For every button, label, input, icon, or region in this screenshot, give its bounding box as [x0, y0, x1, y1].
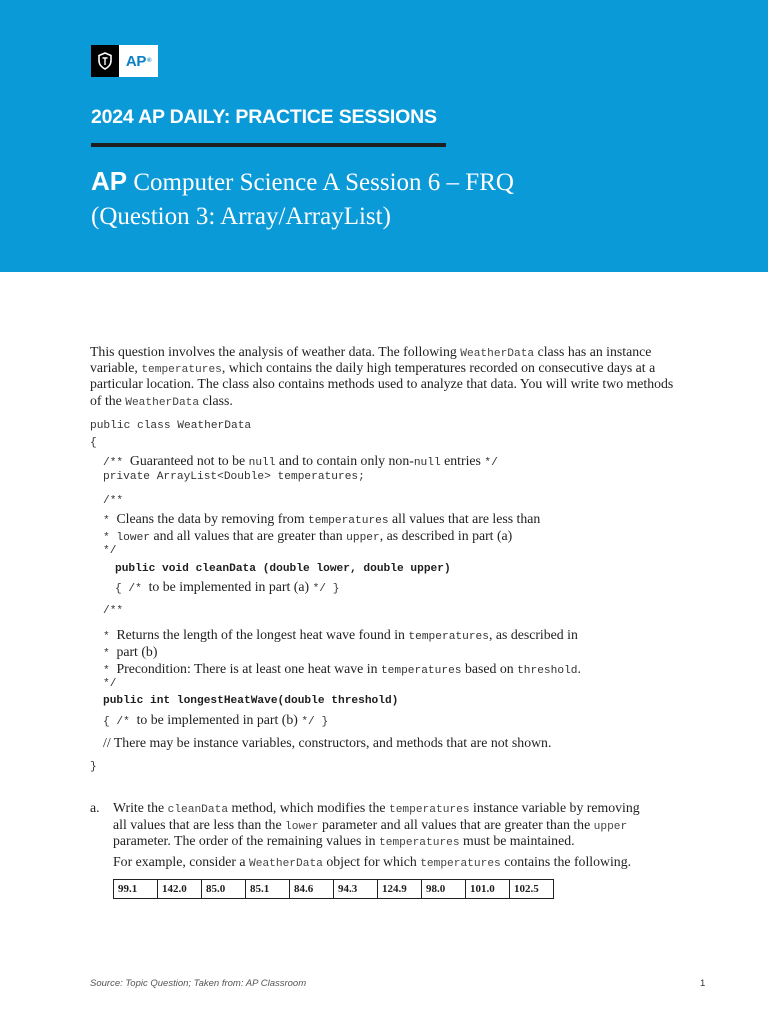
part-a-text: parameter. The order of the remaining values in temperatures must be maintained.: [113, 833, 575, 849]
longest-heat-wave-signature: public int longestHeatWave(double threshold): [103, 695, 399, 707]
series-title: 2024 AP DAILY: PRACTICE SESSIONS: [91, 106, 437, 128]
table-cell: 98.0: [422, 880, 466, 899]
logo-wordmark: AP ®: [119, 45, 158, 77]
class-declaration: public class WeatherData: [90, 420, 252, 432]
doc-comment-close: */: [103, 545, 117, 557]
table-cell: 85.0: [202, 880, 246, 899]
logo-text: AP: [125, 52, 147, 70]
part-a-label: a.: [90, 800, 100, 815]
table-cell: 124.9: [378, 880, 422, 899]
part-a-text: all values that are less than the lower parameter and all values that are greater than the upper: [113, 817, 628, 833]
doc-comment-line: * lower and all values that are greater than upper, as described in part (a): [103, 528, 513, 544]
part-a-text: Write the cleanData method, which modifies the temperatures instance variable by removing: [113, 800, 640, 816]
shield-icon: [91, 45, 119, 77]
intro-code: WeatherData: [125, 397, 200, 409]
title-prefix: AP: [91, 166, 128, 196]
title-rule: [91, 143, 446, 147]
table-cell: 101.0: [466, 880, 510, 899]
intro-text: , which contains the daily high temperatures recorded on consecutive days at a: [221, 360, 656, 375]
field-declaration: private ArrayList<Double> temperatures;: [103, 471, 365, 483]
doc-comment-open: /**: [103, 605, 124, 617]
intro-text: particular location. The class also contains methods used to analyze that data. You will write two methods: [90, 376, 674, 391]
intro-code: temperatures: [141, 364, 222, 376]
doc-comment-line: * Precondition: There is at least one heat wave in temperatures based on threshold.: [103, 661, 581, 677]
intro-text: of the: [90, 393, 126, 408]
doc-comment-open: /**: [103, 495, 124, 507]
doc-comment-line: * part (b): [103, 644, 158, 660]
header-banner: [0, 0, 768, 272]
doc-comment-line: * Returns the length of the longest heat wave found in temperatures, as described in: [103, 627, 578, 643]
trailing-comment: // There may be instance variables, constructors, and methods that are not shown.: [103, 735, 552, 750]
session-title: [91, 164, 514, 234]
doc-comment-line: * Cleans the data by removing from temperatures all values that are less than: [103, 511, 541, 527]
table-cell: 99.1: [114, 880, 158, 899]
clean-data-signature: public void cleanData (double lower, double upper): [115, 563, 451, 575]
intro-text: This question involves the analysis of weather data. The following: [90, 344, 461, 359]
open-brace: {: [90, 437, 97, 449]
intro-text: variable,: [90, 360, 142, 375]
table-row: [114, 880, 554, 899]
doc-comment-close: */: [103, 678, 117, 690]
page-number: 1: [700, 978, 706, 989]
clean-data-body: { /* to be implemented in part (a) */ }: [115, 579, 340, 595]
table-cell: 94.3: [334, 880, 378, 899]
intro-text: class has an instance: [534, 344, 652, 359]
ap-logo: [91, 45, 158, 77]
field-comment: /** Guaranteed not to be null and to contain only non-null entries */: [103, 453, 498, 469]
table-cell: 142.0: [158, 880, 202, 899]
part-a-text: For example, consider a WeatherData object for which temperatures contains the following.: [113, 854, 632, 870]
footer-source: Source: Topic Question; Taken from: AP Classroom: [90, 978, 307, 989]
close-brace: }: [90, 761, 97, 773]
title-line-1: Computer Science A Session 6 – FRQ: [127, 169, 514, 196]
longest-heat-wave-body: { /* to be implemented in part (b) */ }: [103, 712, 329, 728]
intro-text: class.: [199, 393, 233, 408]
temperatures-table: [113, 879, 554, 899]
table-cell: 102.5: [510, 880, 554, 899]
table-cell: 85.1: [246, 880, 290, 899]
title-line-2: (Question 3: Array/ArrayList): [91, 203, 391, 230]
intro-code: WeatherData: [460, 348, 535, 360]
table-cell: 84.6: [290, 880, 334, 899]
